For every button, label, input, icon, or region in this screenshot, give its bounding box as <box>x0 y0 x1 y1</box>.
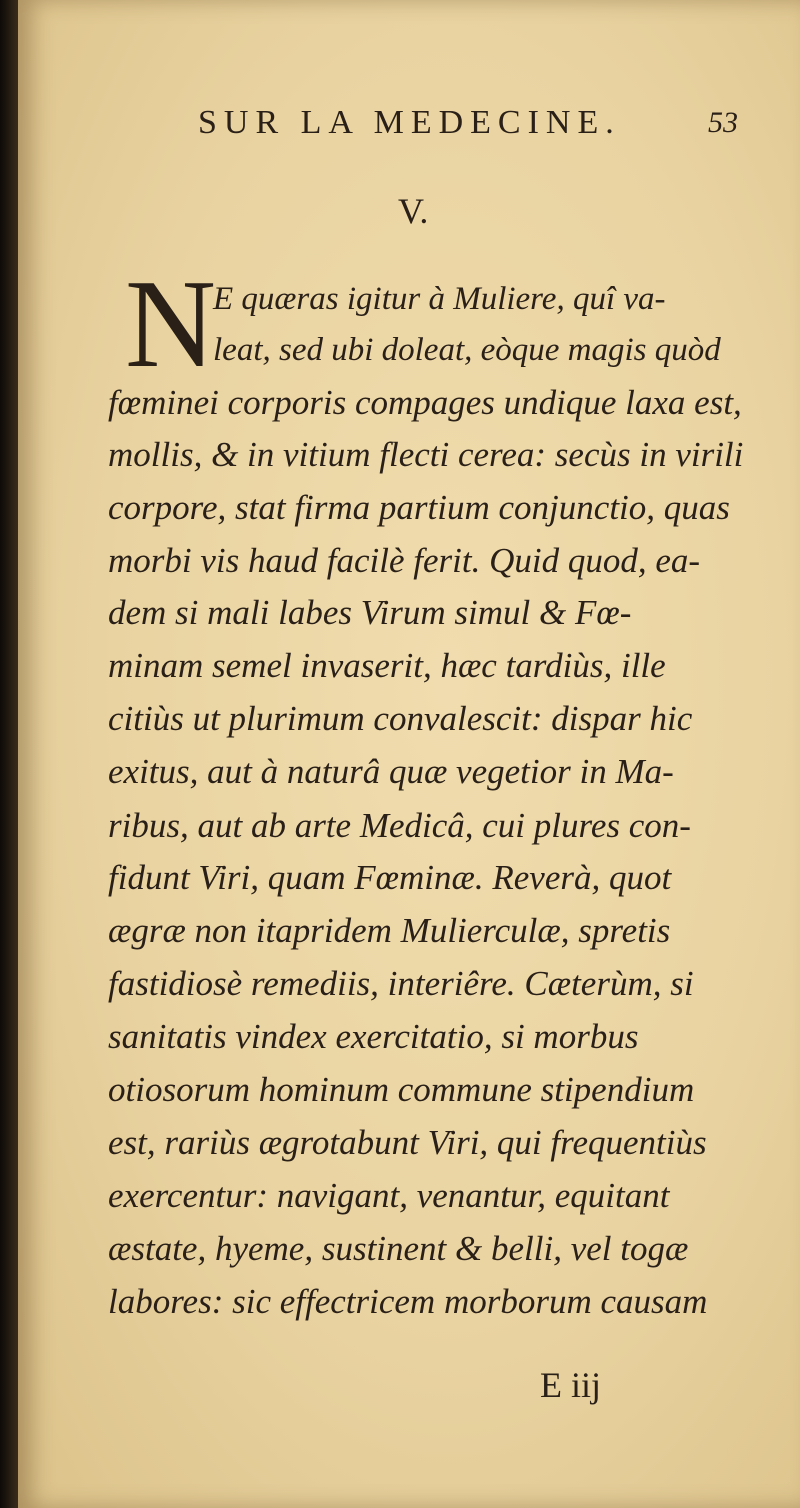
text-line: exercentur: navigant, venantur, equitant <box>108 1176 670 1215</box>
text-line: otiosorum hominum commune stipendium <box>108 1070 695 1109</box>
text-line: mollis, & in vitium flecti cerea: secùs in virili <box>108 435 744 474</box>
text-line: fastidiosè remediis, interiêre. Cæterùm, si <box>108 964 694 1003</box>
book-spine-shadow <box>0 0 18 1508</box>
running-head-title: SUR LA MEDECINE. <box>198 104 621 141</box>
text-line: ribus, aut ab arte Medicâ, cui plures con- <box>108 806 691 845</box>
text-line: E quæras igitur à Muliere, quî va- <box>213 281 666 317</box>
text-line: minam semel invaserit, hæc tardiùs, ille <box>108 646 666 685</box>
book-page <box>18 0 800 1508</box>
text-line: dem si mali labes Virum simul & Fœ- <box>108 593 632 632</box>
text-line: corpore, stat firma partium conjunctio, quas <box>108 488 730 527</box>
text-line: exitus, aut à naturâ quæ vegetior in Ma- <box>108 752 674 791</box>
text-line: ægræ non itapridem Mulierculæ, spretis <box>108 911 671 950</box>
text-line: sanitatis vindex exercitatio, si morbus <box>108 1017 639 1056</box>
text-line: fœminei corporis compages undique laxa est, <box>108 383 742 422</box>
page-number: 53 <box>708 106 738 139</box>
text-line: fidunt Viri, quam Fœminæ. Reverà, quot <box>108 858 672 897</box>
text-line: citiùs ut plurimum convalescit: dispar hic <box>108 699 693 738</box>
running-head <box>198 104 738 154</box>
signature-mark: E iij <box>540 1365 601 1405</box>
text-line: æstate, hyeme, sustinent & belli, vel togæ <box>108 1229 689 1268</box>
text-line: leat, sed ubi doleat, eòque magis quòd <box>213 332 721 368</box>
text-line: labores: sic effectricem morborum causam <box>108 1282 708 1321</box>
text-line: est, rariùs ægrotabunt Viri, qui frequentiùs <box>108 1123 707 1162</box>
drop-cap: N <box>125 255 216 394</box>
text-line: morbi vis haud facilè ferit. Quid quod, ea- <box>108 541 701 580</box>
section-number: V. <box>398 191 429 231</box>
